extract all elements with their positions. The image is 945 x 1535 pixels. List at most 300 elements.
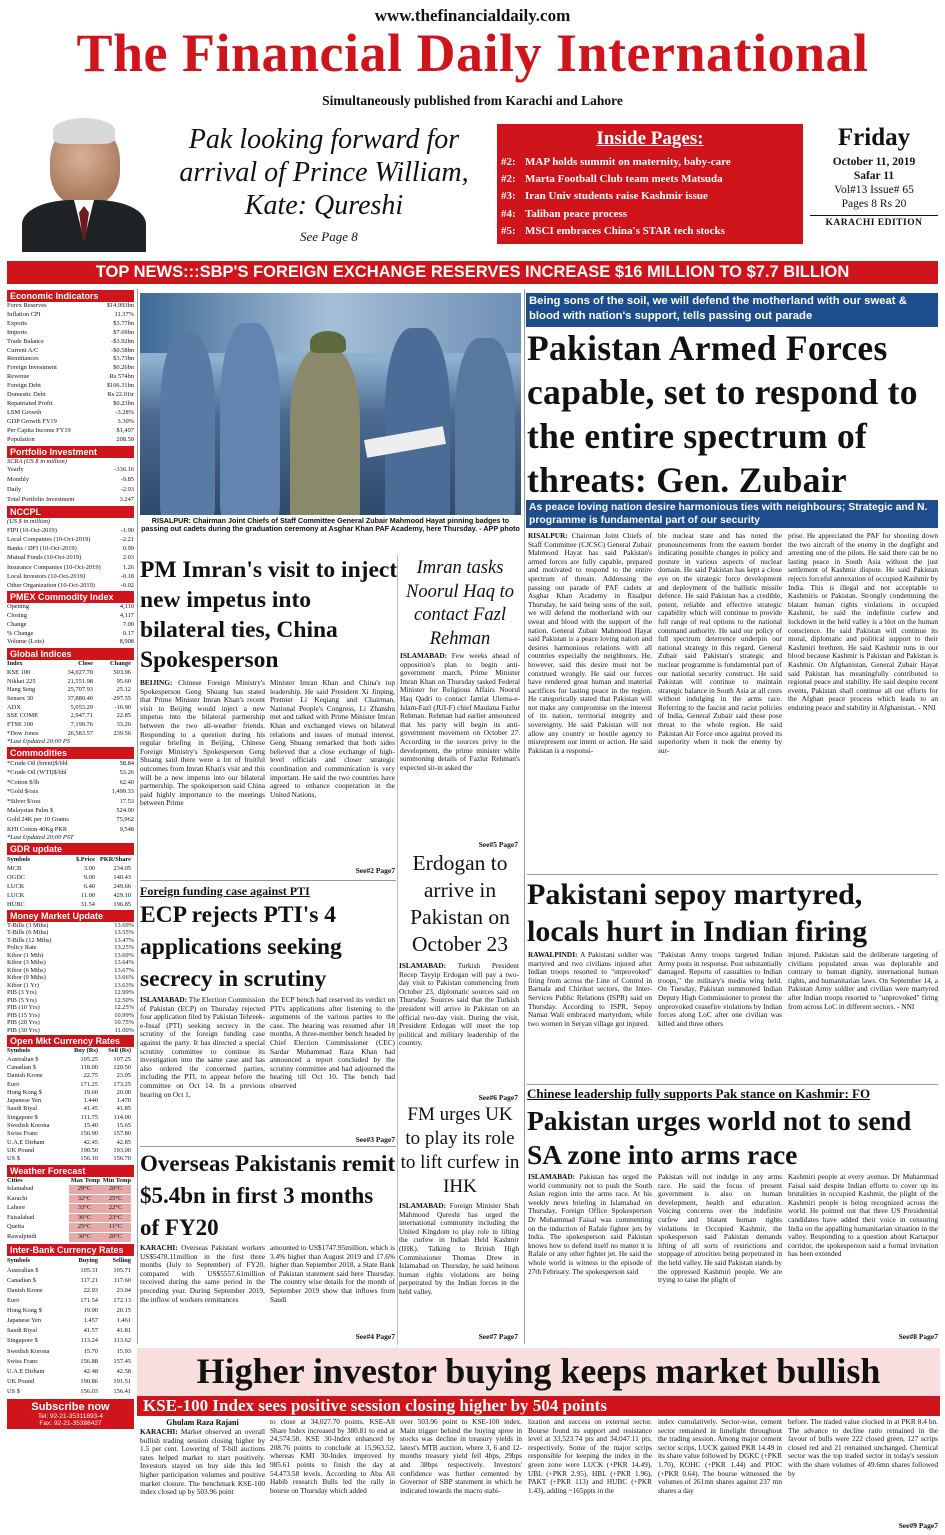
row-rule [140, 1146, 396, 1147]
nccpl-value: -0.18 [120, 572, 134, 580]
erdogan-headline[interactable]: Erdogan to arrive in Pakistan on October 23 [410, 851, 510, 956]
commodity-row [7, 759, 134, 768]
commodity-label: *Gold $/ozs [7, 788, 39, 796]
sa-zone-kicker: Chinese leadership fully supports Pak stance on Kashmir: FO [527, 1086, 871, 1101]
economic-indicator-label: Domestic Debt [7, 391, 46, 399]
interbank-header: Selling [112, 1256, 131, 1264]
row-rule [527, 1084, 938, 1085]
nccpl-value: 2.03 [122, 554, 134, 562]
interbank-cell: Singapore $ [7, 1337, 38, 1345]
commodity-value: 1,499.33 [111, 788, 134, 796]
money-market-value: 13.25% [114, 944, 134, 952]
global-indices-cell: Hang Seng [7, 686, 36, 694]
inside-page-text: Taliban peace process [525, 207, 628, 220]
commodity-value: 62.40 [119, 778, 134, 786]
open-market-cell: Australian $ [7, 1055, 39, 1063]
pmex-row [7, 630, 134, 639]
gdr-cell: 9.00 [83, 873, 95, 881]
imran-tasks-see[interactable]: See#5 Page7 [478, 840, 518, 849]
money-market-value: 13.55% [114, 929, 134, 937]
interbank-cell: Canadian $ [7, 1276, 36, 1284]
edition: KARACHI EDITION [810, 215, 938, 228]
economic-indicator-value: $1,497 [116, 426, 134, 434]
open-market-cell: Hong Kong $ [7, 1088, 42, 1096]
commodity-value: 53.26 [119, 769, 134, 777]
sepoy-dateline: RAWALPINDI: [528, 951, 578, 959]
inside-page-text: Iran Univ students raise Kashmir issue [525, 190, 708, 203]
gdr-cell: HUBC [7, 900, 25, 908]
pmex-label: % Change [7, 629, 34, 637]
global-indices-cell: 503.96 [113, 668, 131, 676]
interbank-cell: 156.88 [80, 1357, 98, 1365]
pmex-row [7, 621, 134, 630]
overseas-headline[interactable]: Overseas Pakistanis remit $5.4bn in first 3 months of FY20 [140, 1151, 396, 1240]
sa-zone-see[interactable]: See#8 Page7 [898, 1332, 938, 1341]
money-market-value: 13.47% [114, 936, 134, 944]
imran-china-headline[interactable]: PM Imran's visit to inject new impetus into bilateral ties, China Spokesperson [140, 557, 398, 673]
gdr-cell: OGDC [7, 873, 26, 881]
global-indices-cell: FTSE 100 [7, 721, 34, 729]
portfolio-label: Yearly [7, 466, 24, 474]
commodity-label: *Cotton $/lb [7, 778, 40, 786]
economic-indicator-label: Exports [7, 319, 27, 327]
nccpl-row [7, 544, 134, 553]
economic-indicator-value: $0.26bn [113, 364, 134, 372]
weather-cell: 25°C [100, 1195, 131, 1205]
interbank-cell: U.A.E Dirham [7, 1367, 45, 1375]
money-market-row [7, 944, 134, 952]
global-indices-cell: 21,551.98 [67, 677, 93, 685]
money-market-label: Kibor (1 Mth) [7, 951, 44, 959]
interbank-cell: 190.86 [80, 1377, 98, 1385]
economic-indicator-value: $14.993bn [106, 302, 134, 309]
economic-indicator-label: GDP Growth FY19 [7, 417, 57, 425]
main-story-col3: prise. He appreciated the PAF for shooting down the two aircraft of the enemy in the dogfight and arresting one of the pilots. He said there can be no lasting peace in South Asia without the just settlement of Kashmir dispute. He said Pakistan rejects forceful annexation of occupied Kashmir by India. This is illegal and not acceptable to Kashmiris or Pakistan. Strongly condemning the blatant human rights violations in occupied Kashmir, he said the indefinite curfew and lockdown in the held valley is a blot on the human conscience. He said Pakistan will continue its moral, diplomatic and political support to their Kashmiri brethren. He said Kashmir runs in our blood because Kashmir is Pakistan and Pakistan is Kashmir. On Afghanistan, General Zubair Hayat said Pakistan has meaningfully contributed to regional peace and stability. He said despite recent events, Pakistan shall continue all out efforts for the Afghan peace process which leads to an enduring peace and stability in Afghanistan. - NNI [788, 532, 938, 712]
global-indices-cell: 33.26 [116, 721, 131, 729]
nccpl-row [7, 572, 134, 581]
interbank-cell: 23.04 [116, 1286, 131, 1294]
inside-page-item[interactable] [501, 223, 799, 240]
interbank-cell: Saudi Riyal [7, 1327, 37, 1335]
nccpl-row [7, 563, 134, 572]
column-rule [397, 555, 398, 1345]
commodity-row [7, 825, 134, 834]
nccpl-value: -1.90 [120, 526, 134, 534]
inside-page-item[interactable] [501, 171, 799, 188]
open-market-cell: Japanese Yen [7, 1097, 42, 1105]
inside-page-text: Marta Football Club team meets Matsuda [525, 173, 723, 186]
gdr-cell: MCB [7, 864, 22, 872]
money-market-label: T-Bills (3 Mths) [7, 921, 49, 929]
money-market-label: PIB (3 Yrs) [7, 989, 37, 997]
commodity-row [7, 778, 134, 787]
money-market-row [7, 959, 134, 967]
nccpl-value: -0.02 [120, 581, 134, 589]
open-market-cell: 157.80 [113, 1130, 131, 1138]
global-indices-cell: Sensex 30 [7, 694, 34, 702]
weather-cell: 33°C [69, 1204, 100, 1214]
fm-uk-body [399, 1202, 519, 1330]
sepoy-text: A Pakistani soldier was martyred and two civilians injured after Indian troops resorted to "unprovoked" firing from across the Line of Control in Barnala and Chirikot sectors, the Inter-Services Public Relations (ISPR) said on Thursday. According to ISPR, Sepoy Namat Wali embraced martyrdom, while two women in Seryan village got injured. [528, 951, 652, 1028]
money-market-label: PIB (20 Yrs) [7, 1019, 40, 1027]
commodity-row [7, 787, 134, 796]
bottom-col1 [140, 1428, 265, 1530]
interbank-cell: 42.48 [83, 1367, 98, 1375]
weather-header: Max Temp [70, 1176, 100, 1184]
weather-title: Weather Forecast [7, 1165, 134, 1177]
ecp-dateline: ISLAMABAD: [140, 996, 188, 1004]
sa-zone-col1 [528, 1173, 652, 1343]
main-story-subhead: As peace loving nation desire harmonious ties with neighbours; Strategic and N. programme is fundamental part of our security [526, 500, 938, 528]
money-market-label: Kibor (9 Mths) [7, 974, 46, 982]
interbank-cell: 117.21 [80, 1276, 98, 1284]
economic-indicator-value: $7.69bn [113, 328, 134, 336]
nccpl-label: Mutual Funds (10-Oct-2019) [7, 554, 82, 562]
open-market-cell: 15.40 [83, 1122, 98, 1130]
sa-zone-text: Pakistan has urged the world community not to push the South Asian region into the arms race. At his weekly news briefing in Islamabad on Thursday, Foreign Office Spokesperson Dr Muhammad Faisal was commenting on the induction of Rafale fighter jets by India. The spokesperson said Pakistan knows how to defend itself no matter it is Rafale or any other fighter jet. He said the whole world is witness to the episode of 27th February. The spokesperson said [528, 1173, 652, 1276]
main-story-kicker: Being sons of the soil, we will defend the motherland with our sweat & blood with nation's support, tells passing out parade [526, 293, 938, 327]
economic-indicator-value: -3.28% [115, 408, 134, 416]
weather-cell: 23°C [100, 1214, 131, 1224]
economic-indicator-label: Population [7, 435, 35, 443]
portfolio-value: -9.85 [120, 476, 134, 484]
commodity-value: 524.00 [116, 807, 134, 815]
gdr-cell: 31.54 [80, 900, 95, 908]
global-indices-cell: ADX [7, 703, 21, 711]
interbank-cell: 19.90 [83, 1307, 98, 1315]
commodity-label: *Crude Oil (WTI)$/bbl [7, 769, 67, 777]
money-market-label: PIB (30 Yrs) [7, 1026, 40, 1034]
gdr-cell: 140.43 [113, 873, 131, 881]
open-market-cell: 42.45 [83, 1138, 98, 1146]
economic-indicator-row [7, 320, 134, 329]
economic-indicator-row [7, 373, 134, 382]
economic-indicator-label: Remittances [7, 355, 39, 363]
sa-zone-col2: Pakistan will not indulge in any arms race. He said the focus of present government is also on human development, health and education. Voicing concerns over the indefinite curfew and blatant human rights violations in Occupied Kashmir, the spokesperson said Pakistan demands lifting of all sorts of restrictions and stoppage of atrocities being perpetrated in the held valley. He said Pakistan stands by the oppressed Kashmiri people. We are trying to raise the plight of [658, 1173, 782, 1285]
portfolio-row [7, 475, 134, 485]
global-indices-cell: 25,707.93 [67, 686, 93, 694]
economic-indicator-label: Forex Reserves [7, 302, 47, 309]
pmex-value: 7.00 [122, 620, 134, 628]
bottom-subhead: KSE-100 Index sees positive session closing higher by 504 points [137, 1396, 940, 1416]
interbank-cell: Japanese Yen [7, 1317, 42, 1325]
commodities-note: *Last Updated 20:00 PST [7, 834, 74, 842]
imran-china-see[interactable]: See#2 Page7 [355, 866, 395, 875]
imran-tasks-dateline: ISLAMABAD: [400, 652, 448, 660]
open-market-cell: 41.45 [83, 1105, 98, 1113]
interbank-title: Inter-Bank Currency Rates [7, 1244, 134, 1256]
sa-zone-col3: Kashmiri people at every avenue. Dr Muhammad Faisal said despite Indian efforts to cover up its brutalities in occupied Kashmir, the plight of the Kashmiri people is being recognized across the world. He pointed out that three US Presidential candidates have added their voice in censuring India on the appalling humanitarian situation in the valley. Responding to a question about Kartarpur corridor, the spokesperson said a formal invitation has been extended [788, 1173, 938, 1259]
pmex-label: Change [7, 620, 27, 628]
gdr-header: Symbols [7, 855, 31, 863]
gdr-cell: 196.85 [113, 900, 131, 908]
open-market-cell: 15.65 [116, 1122, 131, 1130]
sepoy-headline[interactable]: Pakistani sepoy martyred, locals hurt in Indian firing [527, 878, 868, 948]
money-market-row [7, 989, 134, 997]
column-rule [137, 289, 138, 1344]
inside-page-item[interactable] [501, 154, 799, 171]
economic-indicator-label: Foreign Investment [7, 364, 57, 372]
gdr-header: PKR/Share [99, 855, 131, 863]
open-market-cell: 22.75 [83, 1072, 98, 1080]
open-market-cell: US $ [7, 1155, 20, 1163]
bottom-dateline: KARACHI: [140, 1428, 178, 1436]
interbank-cell: Swiss Franc [7, 1357, 39, 1365]
interbank-cell: UK Pound [7, 1377, 35, 1385]
overseas-dateline: KARACHI: [140, 1244, 178, 1252]
nccpl-note: (US $ in million) [7, 518, 51, 526]
money-market-row [7, 974, 134, 982]
open-market-cell: 111.75 [80, 1113, 98, 1121]
gdr-cell: 6.40 [83, 882, 95, 890]
weather-table [7, 1177, 134, 1243]
nccpl-row [7, 581, 134, 590]
open-market-cell: Euro [7, 1080, 20, 1088]
pmex-value: 0.17 [122, 629, 134, 637]
commodity-label: Gold 24K per 10 Grams [7, 816, 69, 824]
economic-indicator-row [7, 418, 134, 427]
economic-indicator-row [7, 427, 134, 436]
nccpl-title: NCCPL [7, 506, 134, 518]
global-indices-cell: -297.55 [111, 694, 131, 702]
interbank-cell: 157.45 [113, 1357, 131, 1365]
nccpl-value: -2.21 [120, 535, 134, 543]
sidebar [7, 289, 134, 1531]
open-market-cell: 171.25 [80, 1080, 98, 1088]
subscribe-fax: Fax: 92-21-35388427 [39, 1419, 102, 1427]
bottom-see[interactable]: See#9 Page7 [898, 1521, 938, 1530]
commodity-value: 17.53 [119, 797, 134, 805]
nccpl-value: 0.99 [122, 545, 134, 553]
dateline-box [810, 124, 938, 244]
bottom-col2: to close at 34,027.70 points. KSE-All Share Index increased by 380.81 to end at 24,574.58. KSE 30-Index enhanced by 208.76 points to conclude at 15,963.52, whereas KMI 30-Index improved by 985.61 points to finish the day at 54,473.58 levels. According to Aba Ali Habib research Bulls led the rally in bourse on Thursday which added [270, 1418, 395, 1495]
main-story-headline[interactable]: Pakistan Armed Forces capable, set to respond to the entire spectrum of threats: Gen. Zubair [527, 328, 918, 500]
money-market-title: Money Market Update [7, 910, 134, 922]
global-indices-header: Close [78, 660, 93, 668]
global-indices-title: Global Indices [7, 648, 134, 660]
open-market-cell: 156.90 [80, 1130, 98, 1138]
commodity-row [7, 768, 134, 777]
money-market-value: 13.69% [114, 951, 134, 959]
money-market-row [7, 997, 134, 1005]
money-market-row [7, 937, 134, 945]
bottom-col4: lization and success on external sector. Bourse found its support and resistance level at 33,523.74 pts and 34,047.11 pts, respectively. Some of the major scrips responsible for keeping the index in the green zone were LUCK (+PKR 14.49), UBL (+PKR 2.95), HBL (+PKR 1.96), PAKT (+PKR 113) and HUBC (+PKR 1.43), adding ~165ppts in the [528, 1418, 652, 1495]
global-indices-cell: SSE COMP. [7, 712, 39, 720]
gdr-cell: 429.10 [113, 891, 131, 899]
interbank-cell: Danish Krone [7, 1286, 43, 1294]
gdr-cell: 3.00 [83, 864, 95, 872]
pmex-row [7, 638, 134, 647]
portfolio-value: -2.93 [120, 486, 134, 494]
sa-zone-headline[interactable]: Pakistan urges world not to send SA zone into arms race [527, 1105, 912, 1170]
economic-indicator-value: $0.23bn [113, 399, 134, 407]
sa-zone-dateline: ISLAMABAD: [528, 1173, 576, 1181]
pmex-row [7, 612, 134, 621]
money-market-label: T-Bills (12 Mths) [7, 936, 52, 944]
portfolio-label: Daily [7, 486, 22, 494]
open-market-cell: UK Pound [7, 1146, 35, 1154]
inside-page-number: #2: [501, 156, 516, 168]
pages-price: Pages 8 Rs 20 [841, 198, 907, 210]
interbank-cell: US $ [7, 1387, 20, 1395]
interbank-cell: 117.60 [113, 1276, 131, 1284]
ecp-see[interactable]: See#3 Page7 [355, 1135, 395, 1144]
economic-indicator-row [7, 302, 134, 311]
masthead-tagline: Simultaneously published from Karachi and Lahore [322, 93, 623, 108]
subscribe-tel: Tel: 92-21-35311893-4 [38, 1412, 103, 1420]
open-market-header: Sell (Rs) [108, 1047, 131, 1055]
interbank-cell: Australian $ [7, 1266, 39, 1274]
pmex-value: 4,117 [119, 611, 134, 619]
economic-indicator-value: 3.30% [117, 417, 134, 425]
subscribe-title: Subscribe now [31, 1400, 110, 1413]
money-market-value: 13.67% [114, 966, 134, 974]
inside-page-text: MSCI embraces China's STAR tech stocks [525, 224, 725, 237]
commodity-value: 58.84 [119, 760, 134, 768]
erdogan-dateline: ISLAMABAD: [399, 962, 447, 970]
commodity-value: 9,548 [119, 825, 134, 833]
economic-indicator-row [7, 355, 134, 364]
economic-indicator-value: Rs 22.01tr [107, 391, 134, 399]
money-market-row [7, 982, 134, 990]
open-market-cell: 19.60 [83, 1088, 98, 1096]
overseas-see[interactable]: See#4 Page7 [355, 1332, 395, 1341]
imran-tasks-headline[interactable]: Imran tasks Noorul Haq to contact Fazl Rehman [406, 558, 514, 649]
money-market-label: Kibor (1 Yr) [7, 981, 40, 989]
interbank-cell: 15.93 [116, 1347, 131, 1355]
money-market-row [7, 967, 134, 975]
economic-indicator-value: $106.31bn [106, 382, 134, 390]
global-indices-cell: 239.56 [113, 729, 131, 737]
ecp-col1 [140, 996, 265, 1144]
weather-cell: Rawalpindi [7, 1233, 37, 1241]
money-market-value: 13.66% [114, 974, 134, 982]
interbank-cell: 1.461 [116, 1317, 131, 1325]
open-market-cell: Saudi Riyal [7, 1105, 37, 1113]
nccpl-label: Other Organization (10-Oct-2019) [7, 581, 95, 589]
money-market-label: PIB (15 Yrs) [7, 1011, 40, 1019]
economic-indicator-label: Repatriated Profit [7, 399, 53, 407]
masthead-url[interactable]: www.thefinancialdaily.com [374, 6, 571, 25]
global-indices-cell: *Dow Jones [7, 729, 39, 737]
inside-page-item[interactable] [501, 206, 799, 223]
inside-page-number: #5: [501, 224, 516, 237]
open-market-cell: 42.85 [116, 1138, 131, 1146]
weather-cell: Quetta [7, 1223, 25, 1231]
erdogan-see[interactable]: See#6 Page7 [478, 1093, 518, 1102]
commodity-row [7, 815, 134, 824]
open-market-cell: Canadian $ [7, 1063, 36, 1071]
global-indices-cell: 34,027.70 [67, 668, 93, 676]
main-story-col1 [528, 532, 652, 872]
gdr-cell: 11.00 [80, 891, 95, 899]
economic-indicator-label: Current A/C [7, 346, 39, 354]
masthead-title: The Financial Daily International [76, 23, 869, 83]
money-market-label: Kibor (3 Mths) [7, 959, 46, 967]
fm-uk-see[interactable]: See#7 Page7 [478, 1332, 518, 1341]
economic-indicator-row [7, 409, 134, 418]
open-market-cell: 193.00 [113, 1146, 131, 1154]
money-market-row [7, 1027, 134, 1035]
money-market-value: 10.99% [114, 1011, 134, 1019]
economic-indicator-row [7, 338, 134, 347]
inside-page-item[interactable] [501, 188, 799, 205]
pmex-title: PMEX Commodity Index [7, 591, 134, 603]
fm-uk-headline[interactable]: FM urges UK to play its role to lift curfew in IHK [400, 1104, 520, 1197]
open-market-cell: 190.50 [80, 1146, 98, 1154]
open-market-cell: 156.70 [113, 1155, 131, 1163]
economic-indicators-title: Economic Indicators [7, 290, 134, 302]
bottom-col5: index cumulatively. Sector-wise, cement sector remained in limelight throughout the trading session. Among major cement sector scrips, LUCK gained PKR 14.49 in its share value followed by DGKC (+PKR 1.70), KOHC (+PKR 1.44) and PIOC (+PKR 0.64). The bourse witnessed the volumes of 261mn shares against 237 mn shares a day [658, 1418, 782, 1495]
interbank-cell: 42.58 [116, 1367, 131, 1375]
global-indices-cell: 5,053.29 [70, 703, 93, 711]
weather-header: Min Temp [102, 1176, 131, 1184]
top-news-bar[interactable]: TOP NEWS:::SBP'S FOREIGN EXCHANGE RESERVES INCREASE $16 MILLION TO $7.7 BILLION [7, 261, 938, 284]
global-indices-cell: -16.90 [114, 703, 131, 711]
inside-pages-title: Inside Pages: [596, 128, 704, 149]
weather-cell: 30°C [69, 1233, 100, 1243]
interbank-cell: 113.62 [113, 1337, 131, 1345]
sepoy-col3: injured. Pakistan said the deliberate targeting of civilians populated areas was deplorable and contrary to human dignity, international human rights, and humanitarian laws. On September 14, a Pakistan Army soldier and civilian were martyred after Indian troops resorted to "unprovoked" firing from across LoC in different sectors. - NNI [788, 951, 938, 1011]
global-indices-cell: 2,947.71 [70, 712, 93, 720]
economic-indicator-label: Foreign Debt [7, 382, 41, 390]
weather-cell: Lahore [7, 1204, 26, 1212]
imran-china-col1 [140, 679, 265, 874]
commodity-row [7, 806, 134, 815]
economic-indicator-row [7, 347, 134, 356]
open-market-cell: Swedish Korona [7, 1122, 50, 1130]
pmex-row [7, 603, 134, 612]
open-market-header: Buy (Rs) [74, 1047, 98, 1055]
portfolio-investment-title: Portfolio Investment [7, 446, 134, 458]
lead-promo-headline[interactable]: Pak looking forward for arrival of Prince William, Kate: Qureshi [179, 124, 469, 221]
lead-promo-see[interactable]: See Page 8 [300, 229, 358, 244]
interbank-cell: 20.15 [116, 1307, 131, 1315]
global-indices-cell: 26,583.57 [67, 729, 93, 737]
economic-indicator-value: $3.73bn [113, 355, 134, 363]
economic-indicator-value: 11.37% [114, 310, 134, 318]
interbank-cell: Hong Kong $ [7, 1307, 42, 1315]
open-market-cell: Singapore $ [7, 1113, 38, 1121]
bottom-col3: over 503.96 point to KSE-100 index. Main trigger behind the buying spree in stocks was decline in treasury yields in latest's MTB auction, where 3, 6 and 12-months treasury yield fell 4bps, 29bps and 38bps respectively. Investors' confidence was further cemented by Governor of SBP statement in which he indicated towards the macro stabi- [400, 1418, 522, 1495]
imran-tasks-text: Few weeks ahead of opposition's plan to begin anti-government march, Prime Minister Imran Khan on Thursday tasked Federal Minister for Religious Affairs Noorul Haq Qadri to contact Jamiat Ulema-e-Islam-Fazl (JUI-F) chief Maulana Fazlur Rehman. Rehman had earlier announced that his party will begin its anti-government movement on October 27. According to the sources privy to the development, the prime minister while summoning details of Fazlur Rehman's expected sit-in asked the [400, 652, 520, 772]
overseas-col2: amounted to US$1747.95million, which is 3.4% higher than August 2019 and 17.6% higher than September 2018, a State Bank of Pakistan statement said here Thursday. The country wise details for the month of September 2019 show that inflows from Saudi [270, 1244, 395, 1304]
row-rule [140, 880, 396, 881]
ecp-headline[interactable]: ECP rejects PTI's 4 applications seeking secrecy in scrutiny [140, 902, 342, 992]
main-story-text-1: Chairman Joint Chiefs of Staff Committee (CJCSC) General Zubair Mahmood Hayat has said Pakistan's armed forces are fully capable, prepared and motivated to respond to the entire spectrum of threats. Addressing the passing out parade of PAF cadets at Asghar Khan Academy in Risalpur Thursday, he said being sons of the soil, we will defend the motherland with our sweat and blood with the support of the nation. General Zubair Mahmood Hayat said Pakistan is a peace loving nation and desires harmonious relations with all countries especially the neighbours. He, however, said this desire must not be construed wrongly. He said our forces have rendered great human and material sacrifices for lasting peace in the region. He categorically stated that Pakistan will not make any compromise on the interest of its nation, territorial integrity and sovereignty. He said Pakistan will not allow any country or hostile agency to misrepresent our intent or action. He said Pakistan is a responsi- [528, 532, 652, 755]
interbank-cell: 41.81 [116, 1327, 131, 1335]
fm-uk-dateline: ISLAMABAD: [399, 1202, 447, 1210]
ecp-col2: the ECP bench had reserved its verdict on PTI's applications after listening to the arguments of the various parties to the case. The hearing was resumed after 18 months. A three-member bench headed by Chief Election Commissioner (CEC) Sardar Muhammad Raza Khan had announced a report concluded by the scrutiny committee and had adjourned the hearing till Oct 10. The bench had observed [270, 996, 395, 1090]
economic-indicator-row [7, 400, 134, 409]
open-market-cell: Danish Krone [7, 1072, 43, 1080]
weather-cell: Faisalabad [7, 1213, 35, 1221]
sepoy-col2: "Pakistan Army troops targeted Indian Army posts in response. Post substantially damaged. Reports of casualties to Indian troops," the military's media wing held. On Tuesday, Pakistan summoned Indian Deputy High Commissioner to protest the unprovoked ceasefire violations by Indian forces along LoC after one civilian was killed and three others [658, 951, 782, 1028]
weather-cell: Islamabad [7, 1185, 34, 1193]
interbank-cell: Euro [7, 1297, 20, 1305]
bottom-headline[interactable]: Higher investor buying keeps market bullish [196, 1351, 881, 1391]
open-market-table [7, 1047, 134, 1163]
commodity-label: *Silver $/ozs [7, 797, 41, 805]
subscribe-box[interactable] [7, 1399, 134, 1429]
inside-page-number: #4: [501, 207, 516, 220]
global-indices-cell: Nikkei 225 [7, 677, 36, 685]
interbank-table [7, 1256, 134, 1397]
open-market-cell: 1.470 [116, 1097, 131, 1105]
ecp-kicker: Foreign funding case against PTI [140, 884, 310, 898]
economic-indicator-label: Trade Balance [7, 337, 44, 345]
global-indices-header: Index [7, 660, 23, 668]
